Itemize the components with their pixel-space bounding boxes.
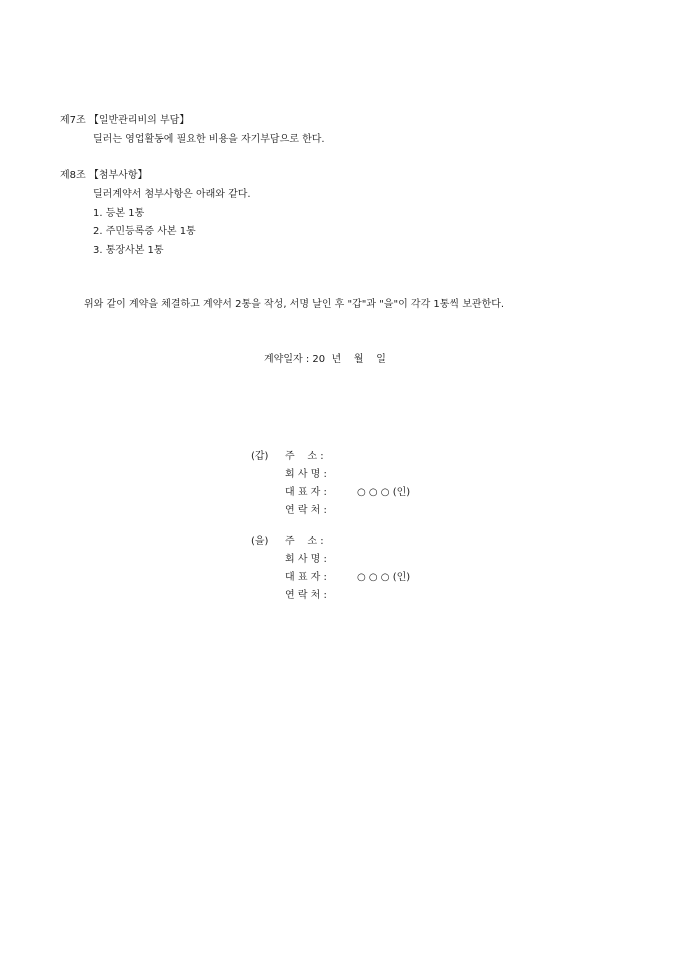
company-label: 회 사 명 :	[285, 469, 327, 480]
company-value	[345, 553, 410, 566]
address-label: 주 소 :	[285, 451, 324, 462]
party-eul-tag: (을)	[251, 536, 269, 547]
representative-seal: ○ ○ ○ (인)	[357, 487, 411, 498]
closing-statement: 위와 같이 계약을 체결하고 계약서 2통을 작성, 서명 날인 후 "갑"과 "을"이 각각 1통씩 보관한다.	[84, 299, 505, 310]
party-eul-signature-block	[251, 535, 410, 602]
company-value	[345, 468, 410, 481]
attachment-item: 3. 통장사본 1통	[93, 245, 164, 256]
representative-label: 대 표 자 :	[285, 487, 327, 498]
article-7-heading: 제7조 【일반관리비의 부담】	[60, 115, 190, 126]
article-8-body: 딜러계약서 첨부사항은 아래와 같다.	[93, 189, 251, 200]
contact-label: 연 락 처 :	[285, 590, 327, 601]
address-value	[345, 450, 410, 463]
address-value	[345, 535, 410, 548]
article-7-body: 딜러는 영업활동에 필요한 비용을 자기부담으로 한다.	[93, 134, 325, 145]
attachment-item: 1. 등본 1통	[93, 208, 145, 219]
contract-date: 계약일자 : 20 년 월 일	[264, 354, 386, 365]
company-label: 회 사 명 :	[285, 554, 327, 565]
representative-label: 대 표 자 :	[285, 572, 327, 583]
article-8-heading: 제8조 【첨부사항】	[60, 170, 148, 181]
contact-label: 연 락 처 :	[285, 505, 327, 516]
representative-seal: ○ ○ ○ (인)	[357, 572, 411, 583]
party-gap-tag: (갑)	[251, 451, 269, 462]
party-gap-signature-block	[251, 450, 410, 517]
contact-value	[345, 504, 410, 517]
contact-value	[345, 589, 410, 602]
address-label: 주 소 :	[285, 536, 324, 547]
attachment-item: 2. 주민등록증 사본 1통	[93, 226, 196, 237]
